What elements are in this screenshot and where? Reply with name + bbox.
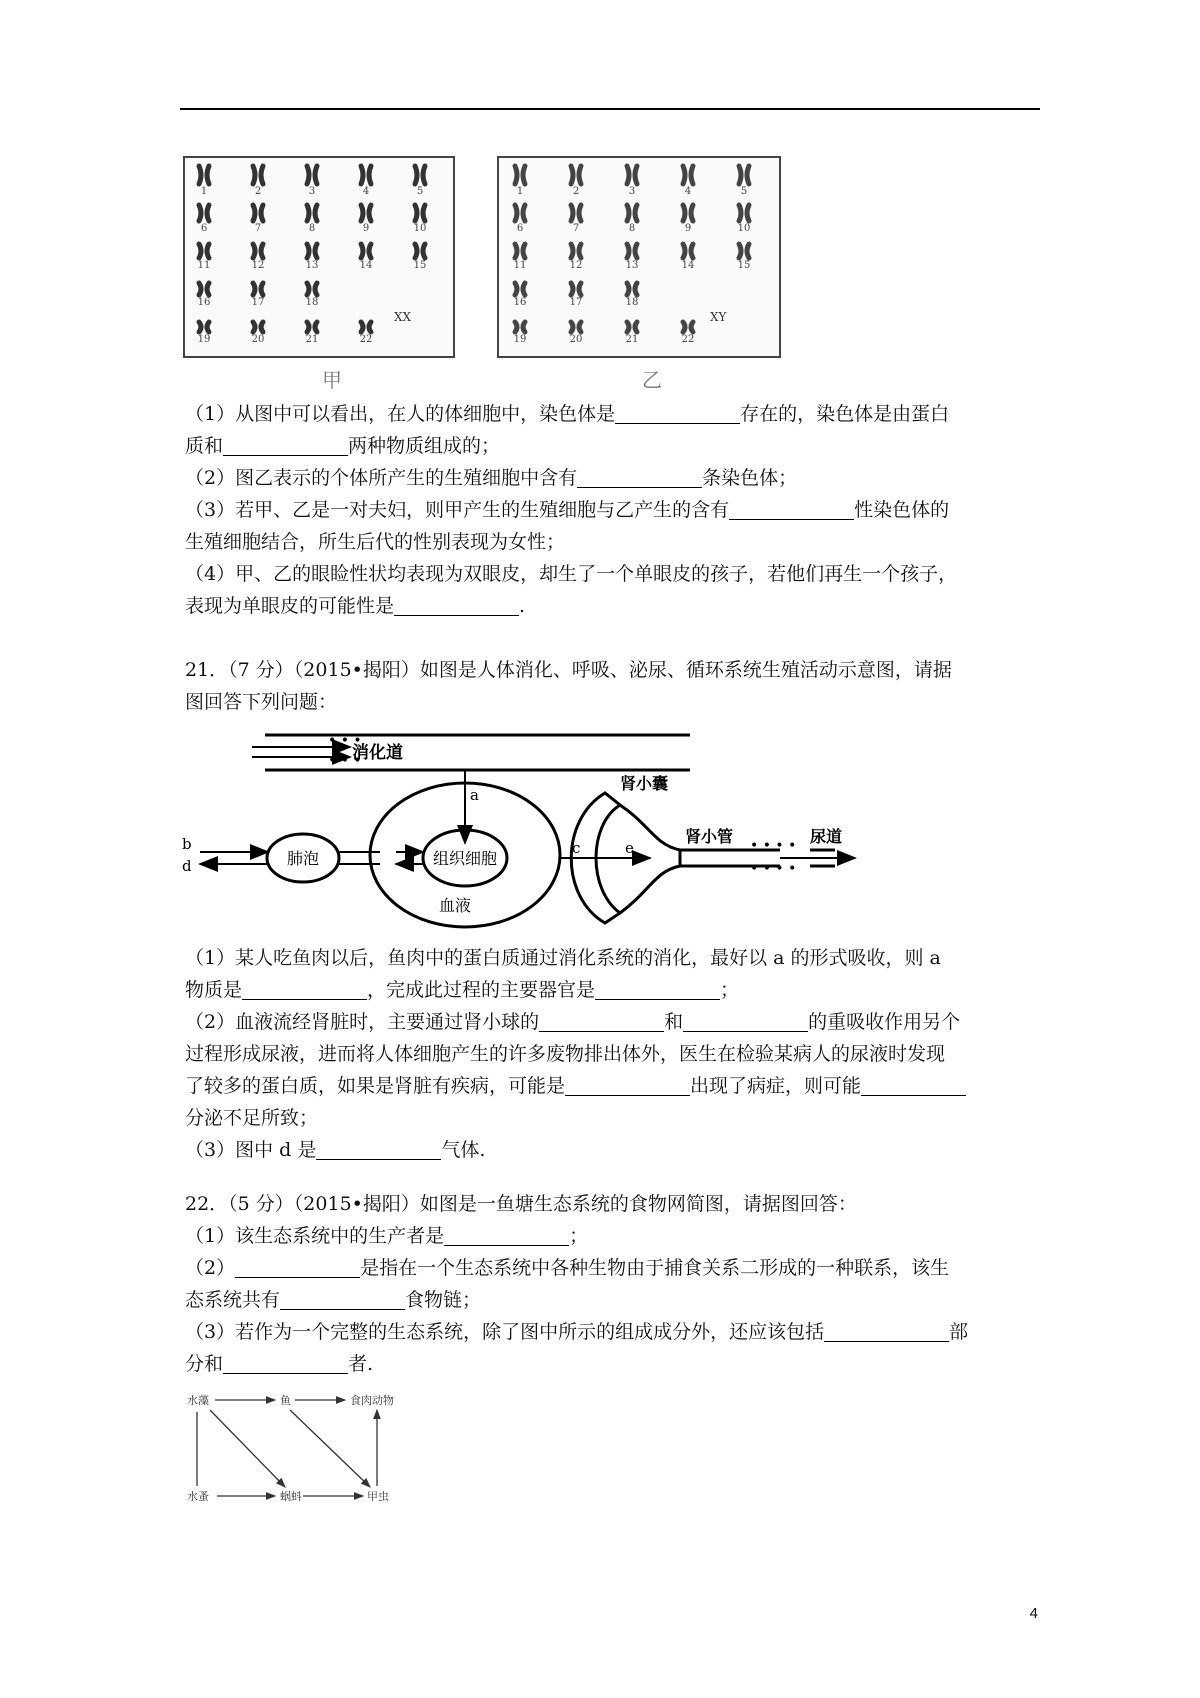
- physiology-diagram: [180, 725, 860, 945]
- chromosome-number: 4: [684, 186, 692, 197]
- q21-text: 分泌不足所致；: [185, 1107, 319, 1129]
- digestive-tract-label: 消化道: [352, 743, 403, 763]
- node-shuiyin: 水蚤: [187, 1490, 209, 1503]
- question-21: [185, 942, 1035, 1166]
- chromosome-number: 2: [572, 186, 580, 197]
- q21-text: （3）图中 d 是: [185, 1139, 317, 1161]
- blood-label: 血液: [438, 896, 472, 915]
- chromosome-number: 17: [569, 297, 583, 308]
- q22-text: 分和: [185, 1353, 224, 1375]
- chromosome-number: 20: [569, 334, 583, 345]
- answer-blank[interactable]: [223, 435, 348, 456]
- chromosome-number: 10: [413, 223, 427, 234]
- chromosome-number: 9: [684, 223, 692, 234]
- chromosome-number: 12: [251, 260, 265, 271]
- chromosome-number: 14: [681, 260, 695, 271]
- answer-blank[interactable]: [223, 1353, 348, 1374]
- q21-text: 出现了病症，则可能: [690, 1075, 862, 1097]
- node-shuizao: 水藻: [187, 1394, 209, 1407]
- label-d: d: [182, 857, 192, 875]
- q21-text: （1）某人吃鱼肉以后，鱼肉中的蛋白质通过消化系统的消化，最好以 a 的形式吸收，则 a: [185, 947, 941, 969]
- q21-text: 气体.: [441, 1139, 486, 1161]
- q21-text: ；: [720, 979, 740, 1001]
- q21-text: 了较多的蛋白质，如果是肾脏有疾病，可能是: [185, 1075, 566, 1097]
- node-wowu: 蜗蚪: [280, 1490, 302, 1503]
- chromosome-number: 19: [513, 334, 527, 345]
- answer-blank[interactable]: [683, 1011, 808, 1032]
- tubule-dots: • • • •: [750, 838, 797, 854]
- q22-text: （3）若作为一个完整的生态系统，除了图中所示的组成成分外，还应该包括: [185, 1321, 825, 1343]
- q20-text: （4）甲、乙的眼睑性状均表现为双眼皮，却生了一个单眼皮的孩子，若他们再生一个孩子，: [185, 563, 958, 585]
- chromosome-number: 19: [197, 334, 211, 345]
- chromosome-number: 16: [197, 297, 211, 308]
- label-b: b: [182, 835, 192, 853]
- chromosome-number: 21: [625, 334, 639, 345]
- q20-text: 性染色体的: [854, 499, 950, 521]
- q22-text: ；: [569, 1225, 589, 1247]
- chromosome-number: 11: [513, 260, 527, 271]
- chromosome-number: 13: [625, 260, 639, 271]
- q20-text: 生殖细胞结合，所生后代的性别表现为女性；: [185, 531, 566, 553]
- question-22: [185, 1188, 1035, 1380]
- answer-blank[interactable]: [235, 1257, 360, 1278]
- chromosome-number: 20: [251, 334, 265, 345]
- q22-text: 态系统共有: [185, 1289, 281, 1311]
- chromosome-number: 9: [362, 223, 370, 234]
- answer-blank[interactable]: [280, 1289, 405, 1310]
- answer-blank[interactable]: [316, 1139, 441, 1160]
- q22-text: （2）: [185, 1257, 236, 1279]
- answer-blank[interactable]: [539, 1011, 664, 1032]
- chromosome-number: 1: [516, 186, 524, 197]
- question-20: [185, 398, 1035, 622]
- chromosome-number: 8: [628, 223, 636, 234]
- chromosome-number: 10: [737, 223, 751, 234]
- q20-text: 质和: [185, 435, 224, 457]
- q21-text: （2）血液流经肾脏时，主要通过肾小球的: [185, 1011, 540, 1033]
- chromosome-number: 15: [413, 260, 427, 271]
- answer-blank[interactable]: [729, 499, 854, 520]
- answer-blank[interactable]: [565, 1075, 690, 1096]
- answer-blank[interactable]: [242, 979, 367, 1000]
- answer-blank[interactable]: [577, 467, 702, 488]
- karyotype-right-caption: 乙: [642, 368, 662, 392]
- chromosome-number: 12: [569, 260, 583, 271]
- chromosome-number: 3: [628, 186, 636, 197]
- answer-blank[interactable]: [861, 1075, 966, 1096]
- question-21-title: [185, 654, 1035, 718]
- q21-title-line: 21．（7 分）（2015•揭阳）如图是人体消化、呼吸、泌尿、循环系统生殖活动示意图，请据: [185, 659, 952, 681]
- chromosome-number: 5: [740, 186, 748, 197]
- food-web-diagram: [185, 1392, 415, 1507]
- chromosome-number: 13: [305, 260, 319, 271]
- alveoli-label: 肺泡: [286, 849, 320, 868]
- q20-text: 存在的，染色体是由蛋白: [740, 403, 950, 425]
- digestive-dots: • • •: [328, 733, 362, 749]
- chromosome-number: 7: [254, 223, 262, 234]
- chromosome-number: 22: [681, 334, 695, 345]
- q22-text: 者.: [348, 1353, 374, 1375]
- tubule-label: 肾小管: [685, 827, 734, 846]
- q21-text: 过程形成尿液，进而将人体细胞产生的许多废物排出体外，医生在检验某病人的尿液时发现: [185, 1043, 946, 1065]
- page-number: 4: [1029, 1605, 1038, 1622]
- chromosome-number: 14: [359, 260, 373, 271]
- tissue-label: 组织细胞: [432, 849, 498, 868]
- chromosome-number: 6: [516, 223, 524, 234]
- chromosome-number: 5: [416, 186, 424, 197]
- q21-text: 物质是: [185, 979, 243, 1001]
- label-c: c: [572, 839, 581, 857]
- edge-shuizao-wowu: [210, 1410, 285, 1487]
- urethra-label: 尿道: [810, 827, 843, 846]
- q21-text: 和: [664, 1011, 684, 1033]
- chromosome-number: 18: [625, 297, 639, 308]
- node-jiachong: 甲虫: [367, 1490, 389, 1503]
- q20-text: .: [519, 595, 526, 617]
- q21-title-line: 图回答下列问题：: [185, 691, 338, 713]
- chromosome-number: 22: [359, 334, 373, 345]
- node-yu: 鱼: [280, 1394, 291, 1407]
- karyotype-figure: [182, 155, 782, 395]
- q21-text: 的重吸收作用另个: [808, 1011, 961, 1033]
- answer-blank[interactable]: [824, 1321, 949, 1342]
- chromosome-number: 3: [308, 186, 316, 197]
- chromosome-number: 8: [308, 223, 316, 234]
- q20-text: （1）从图中可以看出，在人的体细胞中，染色体是: [185, 403, 616, 425]
- q21-text: ，完成此过程的主要器官是: [367, 979, 596, 1001]
- chromosome-number: 7: [572, 223, 580, 234]
- chromosome-number: 16: [513, 297, 527, 308]
- chromosome-number: 11: [197, 260, 211, 271]
- chromosome-number: 18: [305, 297, 319, 308]
- answer-blank[interactable]: [595, 979, 720, 1000]
- node-roushi: 食肉动物: [350, 1394, 394, 1407]
- q20-text: 两种物质组成的；: [348, 435, 501, 457]
- answer-blank[interactable]: [444, 1225, 569, 1246]
- karyotype-left-sex-label: XX: [394, 310, 412, 324]
- q20-text: （3）若甲、乙是一对夫妇，则甲产生的生殖细胞与乙产生的含有: [185, 499, 730, 521]
- chromosome-number: 6: [200, 223, 208, 234]
- chromosome-number: 21: [305, 334, 319, 345]
- chromosome-number: 4: [362, 186, 370, 197]
- q22-text: （1）该生态系统中的生产者是: [185, 1225, 445, 1247]
- tubule-dots: • • • •: [750, 861, 797, 877]
- q22-text: 食物链；: [405, 1289, 482, 1311]
- q22-title: 22．（5 分）（2015•揭阳）如图是一鱼塘生态系统的食物网简图，请据图回答：: [185, 1193, 857, 1215]
- chromosome-number: 2: [254, 186, 262, 197]
- q20-text: 条染色体；: [702, 467, 798, 489]
- q22-text: 是指在一个生态系统中各种生物由于捕食关系二形成的一种联系，该生: [360, 1257, 950, 1279]
- q20-text: 表现为单眼皮的可能性是: [185, 595, 395, 617]
- digestive-dots: • • •: [328, 753, 362, 769]
- label-a: a: [470, 786, 479, 804]
- karyotype-right-sex-label: XY: [710, 310, 727, 324]
- chromosome-number: 17: [251, 297, 265, 308]
- chromosome-number: 1: [200, 186, 208, 197]
- header-rule: [180, 108, 1040, 110]
- chromosome-number: 15: [737, 260, 751, 271]
- label-e: e: [625, 839, 634, 857]
- q22-text: 部: [949, 1321, 969, 1343]
- karyotype-left-caption: 甲: [322, 368, 342, 392]
- q20-text: （2）图乙表示的个体所产生的生殖细胞中含有: [185, 467, 578, 489]
- edge-yu-jiachong: [290, 1410, 370, 1487]
- renal-capsule-label: 肾小囊: [620, 774, 669, 793]
- answer-blank[interactable]: [615, 403, 740, 424]
- answer-blank[interactable]: [394, 595, 519, 616]
